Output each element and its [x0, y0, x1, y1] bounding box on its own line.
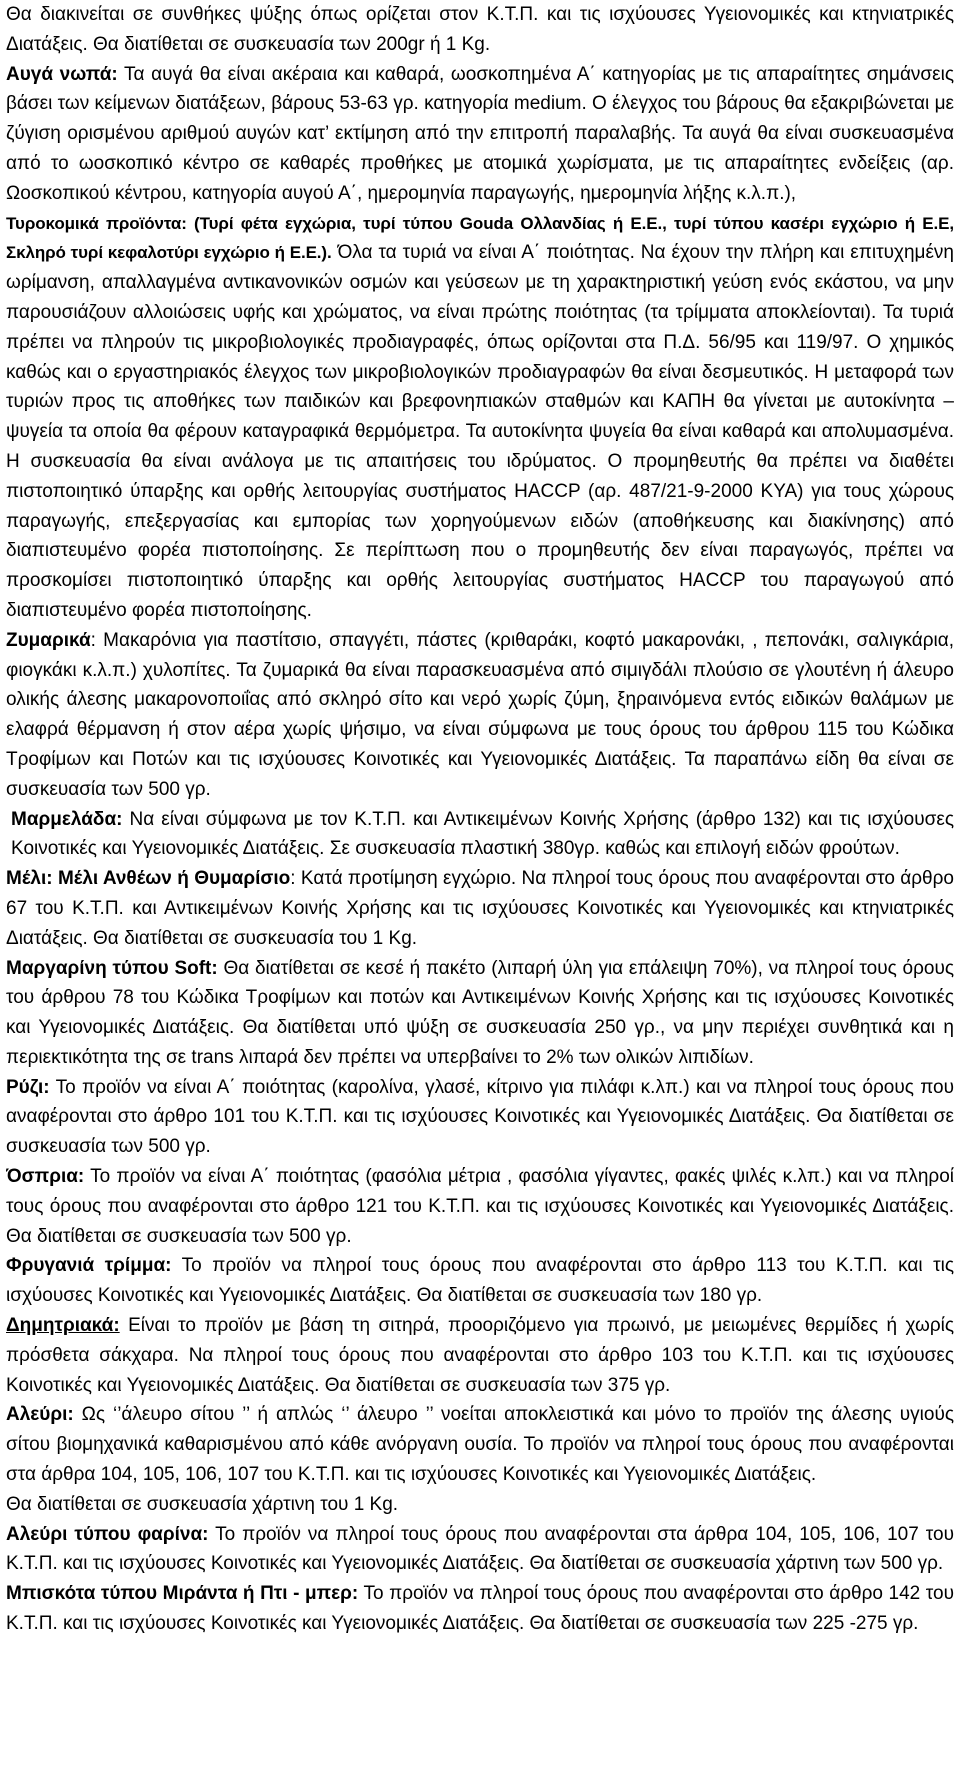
jam-paragraph	[6, 805, 954, 865]
intro-paragraph	[6, 0, 954, 60]
biscuits-text: Το προϊόν να πληροί τους όρους που αναφέρονται στο άρθρο 142 του Κ.Τ.Π. και τις ισχύουσες Κοινοτικές και Υγειονομικές Διατάξεις. Θα διατίθεται σε συσκευασία των 225 -275 γρ.	[6, 1583, 954, 1635]
rice-paragraph	[6, 1073, 954, 1162]
honey-paragraph	[6, 864, 954, 953]
cheese-paragraph	[6, 209, 954, 626]
jam-text: Να είναι σύμφωνα με τον Κ.Τ.Π. και Αντικειμένων Κοινής Χρήσης (άρθρο 132) και τις ισχύουσες Κοινοτικές και Υγειονομικές Διατάξεις. Σε συσκευασία πλαστική 380γρ. καθώς και επιλογή ειδών φρούτων.	[11, 808, 954, 860]
margarine-label: Μαργαρίνη τύπου Soft:	[6, 957, 218, 979]
flour-packaging-line	[6, 1490, 954, 1520]
flour-farina-paragraph	[6, 1520, 954, 1580]
flour-packaging-text: Θα διατίθεται σε συσκευασία χάρτινη του 1 Kg.	[6, 1493, 399, 1515]
legumes-paragraph	[6, 1162, 954, 1251]
honey-type-label: Μέλι Ανθέων ή Θυμαρίσιο	[57, 868, 291, 890]
cereals-label: Δημητριακά:	[6, 1315, 120, 1337]
flour-label: Αλεύρι:	[6, 1404, 74, 1426]
cereals-text: Είναι το προϊόν με βάση τη σιτηρά, προοριζόμενο για πρωινό, με μειωμένες θερμίδες ή χωρίς πρόσθετα σάκχαρα. Να πληροί τους όρους που αναφέρονται στο άρθρο 103 του Κ.Τ.Π. και τις ισχύουσες Κοινοτικές και Υγειονομικές Διατάξεις. Θα διατίθεται σε συσκευασία των 375 γρ.	[6, 1315, 954, 1396]
rice-text: Το προϊόν να είναι Α΄ ποιότητας (καρολίνα, γλασέ, κίτρινο για πιλάφι κ.λπ.) και να πληροί τους όρους που αναφέρονται στο άρθρο 101 του Κ.Τ.Π. και τις ισχύουσες Κοινοτικές και Υγειονομικές Διατάξεις. Θα διατίθεται σε συσκευασία των 500 γρ.	[6, 1076, 954, 1158]
cheese-text: Όλα τα τυριά να είναι Α΄ ποιότητας. Να έχουν την πλήρη και επιτυχημένη ωρίμανση, απαλλαγμένα αντικανονικών οσμών και γεύσεων με τη χαρακτηριστική γεύση ενός εκάστου, να μην παρουσιάζουν αλλοιώσεις υφής και χρώματος, να είναι πρώτης ποιότητας (τα τρίμματα αποκλείονται). Τα τυριά πρέπει να πληρούν τις μικροβιολογικές προδιαγραφές, όπως ορίζονται στα Π.Δ. 56/95 και 119/97. Ο χημικός καθώς και ο εργαστηριακός έλεγχος των μικροβιολογικών προδιαγραφών θα είναι δεσμευτικός. Η μεταφορά των τυριών προς τις αποθήκες των παιδικών και βρεφονηπιακών σταθμών και ΚΑΠΗ θα γίνεται με αυτοκίνητα – ψυγεία τα οποία θα φέρουν καταγραφικά θερμόμετρα. Τα αυτοκίνητα ψυγεία θα είναι καθαρά και απολυμασμένα. Η συσκευασία θα είναι ανάλογα με τις απαιτήσεις του ιδρύματος. Ο προμηθευτής θα πρέπει να διαθέτει πιστοποιητικό ύπαρξης και ορθής λειτουργίας συστήματος HACCP (αρ. 487/21-9-2000 ΚΥΑ) για τους χώρους παραγωγής, επεξεργασίας και εμπορίας των χορηγούμενων ειδών (αποθήκευσης και διακίνησης) από διαπιστευμένο φορέα πιστοποίησης. Σε περίπτωση που ο προμηθευτής δεν είναι παραγωγός, πρέπει να προσκομίσει πιστοποιητικό ύπαρξης και ορθής λειτουργίας συστήματος HACCP του παραγωγού από διαπιστευμένο φορέα πιστοποίησης.	[6, 242, 954, 621]
breadcrumbs-paragraph	[6, 1251, 954, 1311]
biscuits-label: Μπισκότα τύπου Μιράντα ή Πτι - μπερ:	[6, 1583, 359, 1605]
cheese-label: Τυροκομικά προϊόντα: (Τυρί φέτα εγχώρια, τυρί τύπου Gouda Ολλανδίας ή Ε.Ε., τυρί τύπου κασέρι εγχώριο ή Ε.Ε, Σκληρό τυρί κεφαλοτύρι εγχώριο ή Ε.Ε.).	[6, 213, 954, 263]
legumes-text: Το προϊόν να είναι Α΄ ποιότητας (φασόλια μέτρια , φασόλια γίγαντες, φακές ψιλές κ.λπ.) και να πληροί τους όρους που αναφέρονται στο άρθρο 121 του Κ.Τ.Π. και τις ισχύουσες Κοινοτικές και Υγειονομικές Διατάξεις. Θα διατίθεται σε συσκευασία των 500 γρ.	[6, 1166, 954, 1247]
honey-label: Μέλι:	[6, 868, 58, 890]
cereals-paragraph	[6, 1311, 954, 1400]
breadcrumbs-label: Φρυγανιά τρίμμα:	[6, 1255, 172, 1277]
margarine-text: Θα διατίθεται σε κεσέ ή πακέτο (λιπαρή ύλη για επάλειψη 70%), να πληροί τους όρους του άρθρου 78 του Κώδικα Τροφίμων και ποτών και Αντικειμένων Κοινής Χρήσης και τις ισχύουσες Κοινοτικές και Υγειονομικές Διατάξεις. Θα διατίθεται υπό ψύξη σε συσκευασία 250 γρ., να μην περιέχει συνθητικά και η περιεκτικότητα της σε trans λιπαρά δεν πρέπει να υπερβαίνει το 2% των ολικών λιπιδίων.	[6, 957, 954, 1068]
flour-farina-label: Αλεύρι τύπου φαρίνα:	[6, 1523, 209, 1545]
eggs-text: Τα αυγά θα είναι ακέραια και καθαρά, ωοσκοπημένα Α΄ κατηγορίας με τις απαραίτητες σημάνσεις βάσει των κείμενων διατάξεων, βάρους 53-63 γρ. κατηγορία medium. Ο έλεγχος του βάρους θα εξακριβώνεται με ζύγιση ορισμένου αριθμού αυγών κατ’ εκτίμηση από την επιτροπή παραλαβής. Τα αυγά θα είναι συσκευασμένα από το ωοσκοπικό κέντρο σε καθαρές προθήκες με ατομικά χωρίσματα, με τις απαραίτητες ενδείξεις (αρ. Ωοσκοπικού κέντρου, κατηγορία αυγού Α΄, ημερομηνία παραγωγής, ημερομηνία λήξης κ.λ.π.),	[6, 63, 954, 204]
intro-text: Θα διακινείται σε συνθήκες ψύξης όπως ορίζεται στον Κ.Τ.Π. και τις ισχύουσες Υγειονομικές και κτηνιατρικές Διατάξεις. Θα διατίθεται σε συσκευασία των 200gr ή 1 Kg.	[6, 4, 954, 55]
pasta-label: Ζυμαρικά	[6, 629, 91, 651]
legumes-label: Όσπρια:	[6, 1166, 85, 1188]
biscuits-paragraph	[6, 1579, 954, 1639]
honey-text: : Κατά προτίμηση εγχώριο. Να πληροί τους όρους που αναφέρονται στο άρθρο 67 του Κ.Τ.Π. και Αντικειμένων Κοινής Χρήσης και τις ισχύουσες Κοινοτικές και Υγειονομικές και κτηνιατρικές Διατάξεις. Θα διατίθεται σε συσκευασία του 1 Kg.	[6, 868, 954, 949]
flour-text: Ως ‘’άλευρο σίτου ’’ ή απλώς ‘’ άλευρο ’’ νοείται αποκλειστικά και μόνο το προϊόν της άλεσης υγιούς σίτου βιομηχανικά καθαρισμένου από κάθε ανόργανη ουσία. Το προϊόν να πληροί τους όρους που αναφέρονται στα άρθρα 104, 105, 106, 107 του Κ.Τ.Π. και τις ισχύουσες Κοινοτικές και Υγειονομικές Διατάξεις.	[6, 1404, 954, 1486]
document-page	[6, 0, 954, 1776]
eggs-label: Αυγά νωπά:	[6, 63, 118, 85]
pasta-paragraph	[6, 626, 954, 805]
flour-paragraph	[6, 1400, 954, 1489]
jam-label: Μαρμελάδα:	[11, 808, 123, 830]
margarine-paragraph	[6, 954, 954, 1073]
pasta-text: : Μακαρόνια για παστίτσιο, σπαγγέτι, πάστες (κριθαράκι, κοφτό μακαρονάκι, , πεπονάκι, σαλιγκάρια, φιογκάκι κ.λ.π.) χυλοπίτες. Τα ζυμαρικά θα είναι παρασκευασμένα από σιμιγδάλι πλούσιο σε γλουτένη ή άλευρο ολικής άλεσης μακαρονοποιΐας από σκληρό σίτο και νερό χωρίς ζύμη, ξηραινόμενα εντός ειδικών θαλάμων με ελαφρά θέρμανση ή στον αέρα χωρίς ψήσιμο, να είναι σύμφωνα με τους όρους του άρθρου 115 του Κώδικα Τροφίμων και Ποτών και τις ισχύουσες Κοινοτικές και Υγειονομικές Διατάξεις. Τα παραπάνω είδη θα είναι σε συσκευασία των 500 γρ.	[6, 629, 954, 800]
breadcrumbs-text: Το προϊόν να πληροί τους όρους που αναφέρονται στο άρθρο 113 του Κ.Τ.Π. και τις ισχύουσες Κοινοτικές και Υγειονομικές Διατάξεις. Θα διατίθεται σε συσκευασία των 180 γρ.	[6, 1255, 954, 1307]
eggs-paragraph	[6, 60, 954, 209]
rice-label: Ρύζι:	[6, 1076, 50, 1098]
flour-farina-text: Το προϊόν να πληροί τους όρους που αναφέρονται στα άρθρα 104, 105, 106, 107 του Κ.Τ.Π. και τις ισχύουσες Κοινοτικές και Υγειονομικές Διατάξεις. Θα διατίθεται σε συσκευασία χάρτινη των 500 γρ.	[6, 1523, 954, 1575]
